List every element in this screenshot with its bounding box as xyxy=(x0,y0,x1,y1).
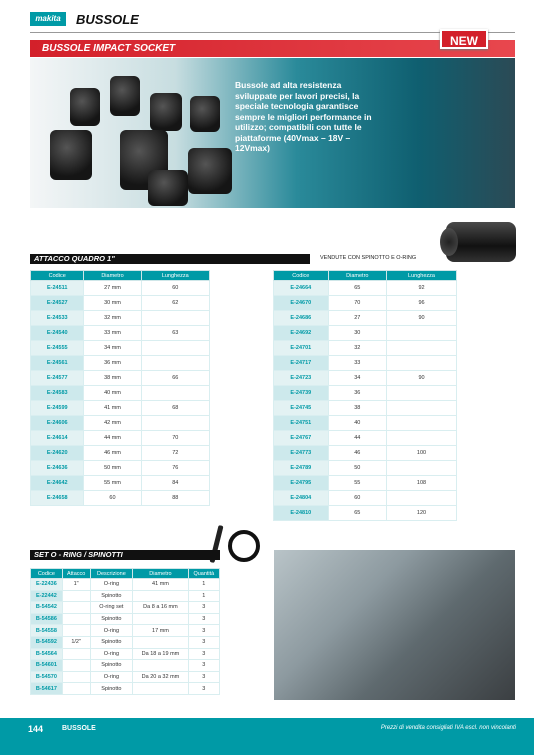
hero-description: Bussole ad alta resistenza sviluppate per lavori precisi, la speciale tecnologia garantisce sempre le migliori performance in utilizzo; compatibili con tutte le piattaforme (40Vmax – 18V – 12Vmax) xyxy=(235,80,372,153)
table-row xyxy=(274,431,457,446)
col-header: Quantità xyxy=(188,569,219,579)
table-cell xyxy=(62,590,90,602)
table-cell: 1 xyxy=(188,579,219,591)
table-row xyxy=(31,296,210,311)
table-cell: Spinotto xyxy=(90,660,133,672)
table-row xyxy=(31,613,220,625)
table-cell: 46 xyxy=(328,446,386,461)
table-cell xyxy=(141,416,209,431)
socket-image xyxy=(190,96,220,132)
table-cell: 90 xyxy=(387,371,457,386)
table-cell xyxy=(387,326,457,341)
table-cell: 42 mm xyxy=(84,416,141,431)
table-cell xyxy=(133,613,188,625)
footer-disclaimer: Prezzi di vendita consigliati IVA escl. non vincolanti xyxy=(380,725,516,731)
product-code: E-24614 xyxy=(31,431,84,446)
product-code: E-24692 xyxy=(274,326,329,341)
table-cell: 60 xyxy=(328,491,386,506)
table-cell xyxy=(62,602,90,614)
oring-image xyxy=(228,530,260,562)
table-cell xyxy=(141,341,209,356)
table-cell: 32 xyxy=(328,341,386,356)
socket-image xyxy=(50,130,92,180)
product-code: E-24739 xyxy=(274,386,329,401)
product-code: E-24555 xyxy=(31,341,84,356)
col-header: Codice xyxy=(31,271,84,281)
table-row xyxy=(274,296,457,311)
table-cell xyxy=(141,386,209,401)
table-cell: 3 xyxy=(188,636,219,648)
product-code: E-24717 xyxy=(274,356,329,371)
product-code: E-24642 xyxy=(31,476,84,491)
table-cell: 44 mm xyxy=(84,431,141,446)
table-cell: 68 xyxy=(141,401,209,416)
table-cell: 38 xyxy=(328,401,386,416)
footer-section: BUSSOLE xyxy=(62,725,96,732)
table-row xyxy=(274,371,457,386)
table-cell xyxy=(133,590,188,602)
socket-product-image xyxy=(446,222,516,262)
table-row xyxy=(31,281,210,296)
table-row xyxy=(274,311,457,326)
new-badge: NEW xyxy=(440,29,488,49)
table-cell xyxy=(387,386,457,401)
table-cell: 88 xyxy=(141,491,209,506)
table-cell: 70 xyxy=(141,431,209,446)
table-cell: 3 xyxy=(188,613,219,625)
table-row xyxy=(274,491,457,506)
table-cell: 70 xyxy=(328,296,386,311)
socket-image xyxy=(110,76,140,116)
table-row xyxy=(31,625,220,637)
table-row xyxy=(31,371,210,386)
table-cell xyxy=(62,625,90,637)
product-code: E-24620 xyxy=(31,446,84,461)
socket-image xyxy=(150,93,182,131)
table-cell xyxy=(387,356,457,371)
table-cell: 41 mm xyxy=(84,401,141,416)
table-cell: Da 18 a 19 mm xyxy=(133,648,188,660)
table-cell: 46 mm xyxy=(84,446,141,461)
col-header: Lunghezza xyxy=(387,271,457,281)
table-cell: 36 xyxy=(328,386,386,401)
section-title-2: SET O - RING / SPINOTTI xyxy=(34,550,123,559)
product-code: E-24789 xyxy=(274,461,329,476)
table-cell: 36 mm xyxy=(84,356,141,371)
product-code: B-54570 xyxy=(31,671,63,683)
table-row xyxy=(274,326,457,341)
product-code: E-24795 xyxy=(274,476,329,491)
table-cell: 40 mm xyxy=(84,386,141,401)
table-row xyxy=(31,326,210,341)
table-cell xyxy=(387,431,457,446)
product-code: E-24511 xyxy=(31,281,84,296)
table-cell: O-ring xyxy=(90,648,133,660)
banner-title: BUSSOLE IMPACT SOCKET xyxy=(42,43,176,54)
col-header: Codice xyxy=(274,271,329,281)
product-code: E-24533 xyxy=(31,311,84,326)
table-cell xyxy=(141,356,209,371)
table-cell: 84 xyxy=(141,476,209,491)
col-header: Diametro xyxy=(133,569,188,579)
table-cell: 44 xyxy=(328,431,386,446)
table-row xyxy=(31,579,220,591)
product-code: E-24810 xyxy=(274,506,329,521)
table-row xyxy=(31,446,210,461)
table-cell xyxy=(62,648,90,660)
table-row xyxy=(31,461,210,476)
socket-image xyxy=(148,170,188,206)
section-note: VENDUTE CON SPINOTTO E O-RING xyxy=(320,255,417,261)
table-cell xyxy=(133,660,188,672)
table-cell: Spinotto xyxy=(90,683,133,695)
table-row xyxy=(274,386,457,401)
table-cell: 38 mm xyxy=(84,371,141,386)
table-row xyxy=(274,416,457,431)
table-cell: 100 xyxy=(387,446,457,461)
table-cell: 33 mm xyxy=(84,326,141,341)
product-code: E-24577 xyxy=(31,371,84,386)
section-bar-1 xyxy=(30,254,310,264)
category-title: BUSSOLE xyxy=(76,12,139,27)
table-cell: 3 xyxy=(188,671,219,683)
table-cell: 96 xyxy=(387,296,457,311)
table-cell: Da 8 a 16 mm xyxy=(133,602,188,614)
makita-logo: makita xyxy=(30,12,66,26)
table-cell: 65 xyxy=(328,281,386,296)
product-code: B-54564 xyxy=(31,648,63,660)
col-header: Descrizione xyxy=(90,569,133,579)
table-row xyxy=(31,660,220,672)
table-cell: O-ring xyxy=(90,671,133,683)
section-title-1: ATTACCO QUADRO 1" xyxy=(34,254,115,263)
table-cell: 60 xyxy=(141,281,209,296)
table-cell: 34 mm xyxy=(84,341,141,356)
table-cell: 30 mm xyxy=(84,296,141,311)
socket-image xyxy=(188,148,232,194)
product-code: B-54592 xyxy=(31,636,63,648)
table-row xyxy=(31,491,210,506)
table-row xyxy=(31,341,210,356)
table-cell xyxy=(141,311,209,326)
table-cell: Da 20 a 32 mm xyxy=(133,671,188,683)
table-cell: 50 xyxy=(328,461,386,476)
col-header: Diametro xyxy=(328,271,386,281)
page-number: 144 xyxy=(28,724,44,734)
table-cell xyxy=(387,416,457,431)
table-cell: 30 xyxy=(328,326,386,341)
product-code: E-24773 xyxy=(274,446,329,461)
table-cell: 32 mm xyxy=(84,311,141,326)
table-cell: 66 xyxy=(141,371,209,386)
table-row xyxy=(31,590,220,602)
table-cell xyxy=(62,671,90,683)
col-header: Codice xyxy=(31,569,63,579)
product-code: E-24767 xyxy=(274,431,329,446)
table-row xyxy=(274,401,457,416)
table-cell: 55 mm xyxy=(84,476,141,491)
table-cell: 17 mm xyxy=(133,625,188,637)
product-code: E-24686 xyxy=(274,311,329,326)
table-cell: 72 xyxy=(141,446,209,461)
table-row xyxy=(274,476,457,491)
table-cell: 50 mm xyxy=(84,461,141,476)
product-code: E-24751 xyxy=(274,416,329,431)
table-row xyxy=(274,461,457,476)
table-cell xyxy=(387,461,457,476)
table-cell: Spinotto xyxy=(90,590,133,602)
product-code: B-54542 xyxy=(31,602,63,614)
product-code: E-24723 xyxy=(274,371,329,386)
table-cell: 92 xyxy=(387,281,457,296)
table-cell xyxy=(387,401,457,416)
product-code: E-24606 xyxy=(31,416,84,431)
table-row xyxy=(31,648,220,660)
table-cell: Spinotto xyxy=(90,636,133,648)
table-cell xyxy=(133,636,188,648)
table-row xyxy=(31,416,210,431)
table-row xyxy=(31,683,220,695)
table-cell: 55 xyxy=(328,476,386,491)
product-code: E-22436 xyxy=(31,579,63,591)
table-row xyxy=(31,476,210,491)
table-row xyxy=(274,341,457,356)
product-code: E-24527 xyxy=(31,296,84,311)
table-cell: 34 xyxy=(328,371,386,386)
hero-image xyxy=(30,58,515,208)
table-cell: 3 xyxy=(188,648,219,660)
page-footer xyxy=(0,718,534,755)
table-row xyxy=(274,281,457,296)
table-cell: 3 xyxy=(188,660,219,672)
table-cell: O-ring xyxy=(90,625,133,637)
product-code: E-24658 xyxy=(31,491,84,506)
table-cell xyxy=(387,491,457,506)
product-code: E-24561 xyxy=(31,356,84,371)
product-code: E-24701 xyxy=(274,341,329,356)
usage-photo xyxy=(274,550,515,700)
table-cell: 60 xyxy=(84,491,141,506)
product-code: E-24664 xyxy=(274,281,329,296)
table-cell: 3 xyxy=(188,602,219,614)
table-cell: 3 xyxy=(188,683,219,695)
table-cell: 63 xyxy=(141,326,209,341)
table-row xyxy=(274,446,457,461)
socket-image xyxy=(70,88,100,126)
table-cell: 27 mm xyxy=(84,281,141,296)
product-code: B-54617 xyxy=(31,683,63,695)
table-row xyxy=(31,431,210,446)
product-code: E-24804 xyxy=(274,491,329,506)
table-cell: 40 xyxy=(328,416,386,431)
product-code: B-54586 xyxy=(31,613,63,625)
product-code: B-54558 xyxy=(31,625,63,637)
table-cell xyxy=(387,341,457,356)
table-row xyxy=(274,506,457,521)
table-cell: O-ring set xyxy=(90,602,133,614)
col-header: Attacco xyxy=(62,569,90,579)
table-cell: 33 xyxy=(328,356,386,371)
table-cell xyxy=(133,683,188,695)
table-row xyxy=(31,356,210,371)
table-row xyxy=(31,671,220,683)
table-cell: 1/2" xyxy=(62,636,90,648)
product-code: E-24745 xyxy=(274,401,329,416)
table-cell: 120 xyxy=(387,506,457,521)
table-right xyxy=(273,270,457,521)
table-cell: 1" xyxy=(62,579,90,591)
table-left xyxy=(30,270,210,506)
product-code: B-54601 xyxy=(31,660,63,672)
table-cell xyxy=(62,613,90,625)
table-cell: 1 xyxy=(188,590,219,602)
table-cell: 41 mm xyxy=(133,579,188,591)
table-cell: 3 xyxy=(188,625,219,637)
table-set xyxy=(30,568,220,695)
table-cell: 27 xyxy=(328,311,386,326)
table-cell xyxy=(62,660,90,672)
table-cell: 76 xyxy=(141,461,209,476)
product-code: E-24599 xyxy=(31,401,84,416)
table-cell: 108 xyxy=(387,476,457,491)
section-bar-2 xyxy=(30,550,220,560)
table-cell: O-ring xyxy=(90,579,133,591)
product-code: E-24540 xyxy=(31,326,84,341)
table-row xyxy=(31,311,210,326)
table-cell xyxy=(62,683,90,695)
col-header: Lunghezza xyxy=(141,271,209,281)
table-cell: 90 xyxy=(387,311,457,326)
table-row xyxy=(31,386,210,401)
table-row xyxy=(31,602,220,614)
product-code: E-24636 xyxy=(31,461,84,476)
product-code: E-22442 xyxy=(31,590,63,602)
table-cell: 62 xyxy=(141,296,209,311)
table-cell: 65 xyxy=(328,506,386,521)
col-header: Diametro xyxy=(84,271,141,281)
table-row xyxy=(31,401,210,416)
product-code: E-24583 xyxy=(31,386,84,401)
product-code: E-24670 xyxy=(274,296,329,311)
table-cell: Spinotto xyxy=(90,613,133,625)
table-row xyxy=(31,636,220,648)
table-row xyxy=(274,356,457,371)
